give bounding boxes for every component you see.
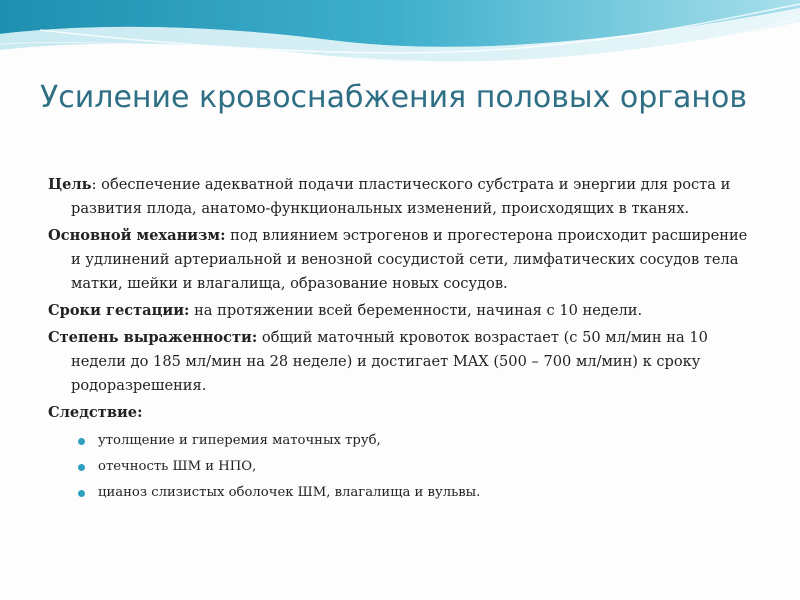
paragraph-consequence xyxy=(48,401,760,425)
list-item xyxy=(78,480,760,506)
bullet-dot-icon xyxy=(78,490,85,497)
paragraph-goal xyxy=(48,173,760,221)
list-item-text: цианоз слизистых оболочек ШМ, влагалища и вульвы. xyxy=(98,485,481,500)
paragraph-label: Следствие: xyxy=(48,404,143,421)
consequence-list xyxy=(48,428,760,506)
list-item-text: утолщение и гиперемия маточных труб, xyxy=(98,433,381,448)
list-item xyxy=(78,428,760,454)
paragraph-label: Основной механизм: xyxy=(48,227,226,244)
list-item-text: отечность ШМ и НПО, xyxy=(98,459,257,474)
slide-title: Усиление кровоснабжения половых органов xyxy=(40,80,748,115)
paragraph-label: Сроки гестации: xyxy=(48,302,190,319)
paragraph-separator: : xyxy=(91,176,97,193)
paragraph-gestation-terms xyxy=(48,299,760,323)
paragraph-severity xyxy=(48,326,760,398)
bullet-dot-icon xyxy=(78,438,85,445)
paragraph-text: на протяжении всей беременности, начиная с 10 недели. xyxy=(189,302,643,319)
decorative-wave-banner xyxy=(0,0,800,80)
paragraph-mechanism xyxy=(48,224,760,296)
bullet-dot-icon xyxy=(78,464,85,471)
paragraph-label: Степень выраженности: xyxy=(48,329,258,346)
paragraph-text: обеспечение адекватной подачи пластического субстрата и энергии для роста и развития плода, анатомо-функциональных изменений, происходящих в тканях. xyxy=(71,176,731,217)
paragraph-text: общий маточный кровоток возрастает (с 50 мл/мин на 10 недели до 185 мл/мин на 28 неделе) и достигает MAX (500 – 700 мл/мин) к сроку родоразрешения. xyxy=(71,329,708,394)
slide-body xyxy=(48,173,760,506)
list-item xyxy=(78,454,760,480)
paragraph-text: под влиянием эстрогенов и прогестерона происходит расширение и удлинений артериальной и венозной сосудистой сети, лимфатических сосудов тела матки, шейки и влагалища, образование новых сосудов. xyxy=(71,227,748,292)
paragraph-label: Цель xyxy=(48,176,92,193)
